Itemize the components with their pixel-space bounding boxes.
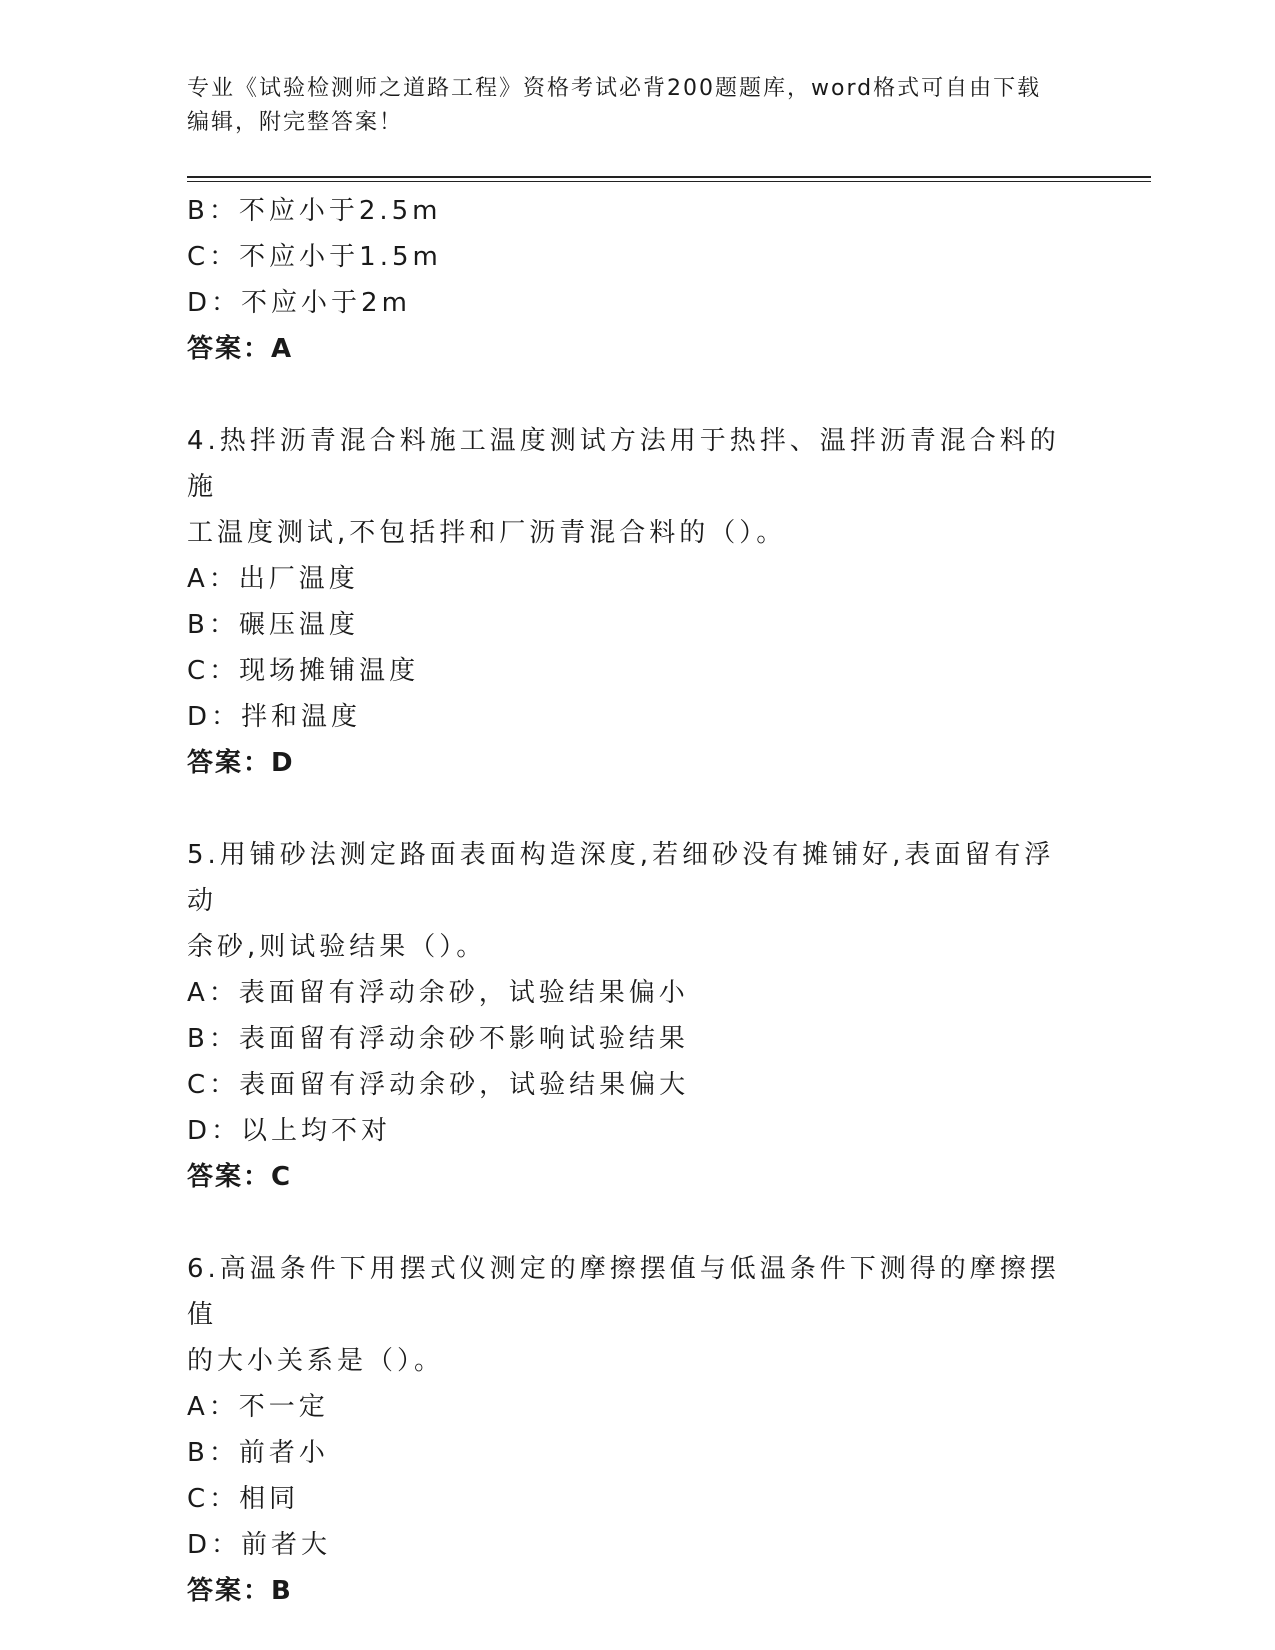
option-d: D：拌和温度 [187, 702, 362, 732]
question-4 [187, 418, 1087, 786]
question-stem-line: 6.高温条件下用摆式仪测定的摩擦摆值与低温条件下测得的摩擦摆值 [187, 1254, 1060, 1330]
option-d: D：不应小于2m [187, 288, 411, 318]
header-divider-thick [187, 176, 1151, 178]
question-list [187, 188, 1087, 1614]
spacer [187, 786, 1087, 832]
option-a: A：不一定 [187, 1392, 329, 1422]
question-3-tail [187, 188, 1087, 372]
question-stem-line: 余砂,则试验结果（）。 [187, 932, 487, 962]
option-a: A：出厂温度 [187, 564, 359, 594]
option-c: C：表面留有浮动余砂，试验结果偏大 [187, 1070, 690, 1100]
spacer [187, 1200, 1087, 1246]
question-stem-line: 的大小关系是（）。 [187, 1346, 445, 1376]
question-stem-line: 工温度测试,不包括拌和厂沥青混合料的（）。 [187, 518, 787, 548]
option-b: B：不应小于2.5m [187, 196, 442, 226]
option-c: C：不应小于1.5m [187, 242, 442, 272]
answer-line: 答案：C [187, 1162, 293, 1192]
question-5 [187, 832, 1087, 1200]
question-stem-line: 4.热拌沥青混合料施工温度测试方法用于热拌、温拌沥青混合料的施 [187, 426, 1060, 502]
option-d: D：前者大 [187, 1530, 332, 1560]
option-a: A：表面留有浮动余砂，试验结果偏小 [187, 978, 689, 1008]
answer-line: 答案：D [187, 748, 295, 778]
option-c: C：现场摊铺温度 [187, 656, 420, 686]
header-divider-thin [187, 181, 1151, 182]
document-header [187, 72, 1087, 140]
option-d: D：以上均不对 [187, 1116, 392, 1146]
option-b: B：前者小 [187, 1438, 329, 1468]
header-title-line-2: 编辑，附完整答案！ [187, 110, 404, 135]
option-b: B：碾压温度 [187, 610, 359, 640]
option-b: B：表面留有浮动余砂不影响试验结果 [187, 1024, 689, 1054]
option-c: C：相同 [187, 1484, 300, 1514]
header-title-line-1: 专业《试验检测师之道路工程》资格考试必背200题题库，word格式可自由下载 [187, 76, 1042, 101]
question-stem-line: 5.用铺砂法测定路面表面构造深度,若细砂没有摊铺好,表面留有浮动 [187, 840, 1055, 916]
question-6 [187, 1246, 1087, 1614]
answer-line: 答案：B [187, 1576, 293, 1606]
answer-line: 答案：A [187, 334, 294, 364]
spacer [187, 372, 1087, 418]
